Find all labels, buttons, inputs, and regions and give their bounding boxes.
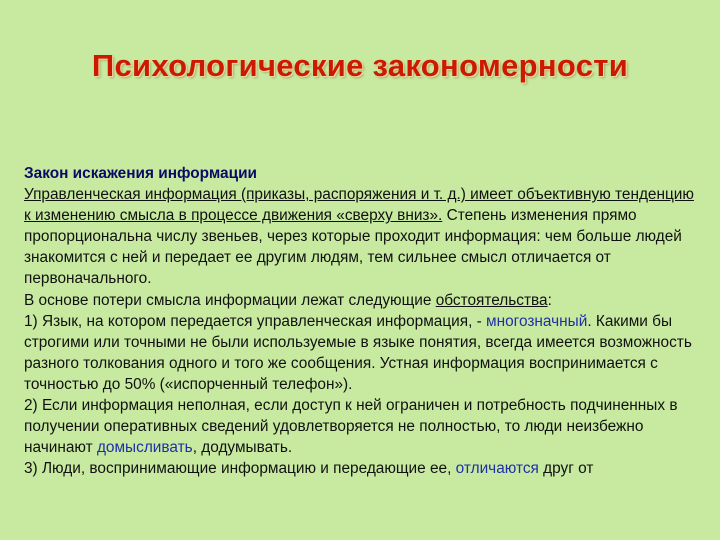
paragraph-item-1 xyxy=(24,311,700,395)
circumstances-text: В основе потери смысла информации лежат следующие xyxy=(24,291,436,309)
item-1-text: 1) Язык, на котором передается управленческая информация, - xyxy=(24,312,487,330)
definition-text: Степень изменения прямо пропорциональна числу звеньев, через которые проходит информация: чем больше людей знакомится с ней и передает ее другим людям, тем сильнее смысл отличается от первоначального. xyxy=(24,207,682,288)
item-2-highlight: домысливать xyxy=(96,439,193,457)
item-3-text: 3) Люди, воспринимающие информацию и передающие ее, xyxy=(24,460,456,478)
item-2-rest: , додумывать. xyxy=(192,439,293,457)
item-1-highlight: многозначный xyxy=(486,312,588,330)
item-3-rest: друг от xyxy=(538,460,594,478)
circumstances-colon: : xyxy=(547,291,552,309)
item-2-text: 2) Если информация неполная, если доступ к ней ограничен и потребность подчиненных в получении оперативных сведений удовлетворяется не полностью, то люди неизбежно начинают xyxy=(24,397,678,457)
paragraph-definition xyxy=(24,184,700,289)
item-1-rest: . Какими бы строгими или точными не были используемые в языке понятия, всегда имеется возможность разного толкования одного и того же сообщения. Устная информация воспринимается с точностью до 50% («испорченный телефон»). xyxy=(24,312,692,393)
definition-underlined-text: Управленческая информация (приказы, распоряжения и т. д.) имеет объективную тенденцию к изменению смысла в процессе движения «сверху вниз». xyxy=(24,186,694,225)
slide-body xyxy=(24,163,700,479)
paragraph-item-2 xyxy=(24,395,700,458)
paragraph-item-3 xyxy=(24,458,700,479)
circumstances-underlined-word: обстоятельства xyxy=(435,291,548,309)
paragraph-circumstances xyxy=(24,290,700,311)
section-heading: Закон искажения информации xyxy=(24,165,257,182)
item-3-highlight: отличаются xyxy=(455,460,539,478)
slide-title: Психологические закономерности xyxy=(91,48,629,83)
